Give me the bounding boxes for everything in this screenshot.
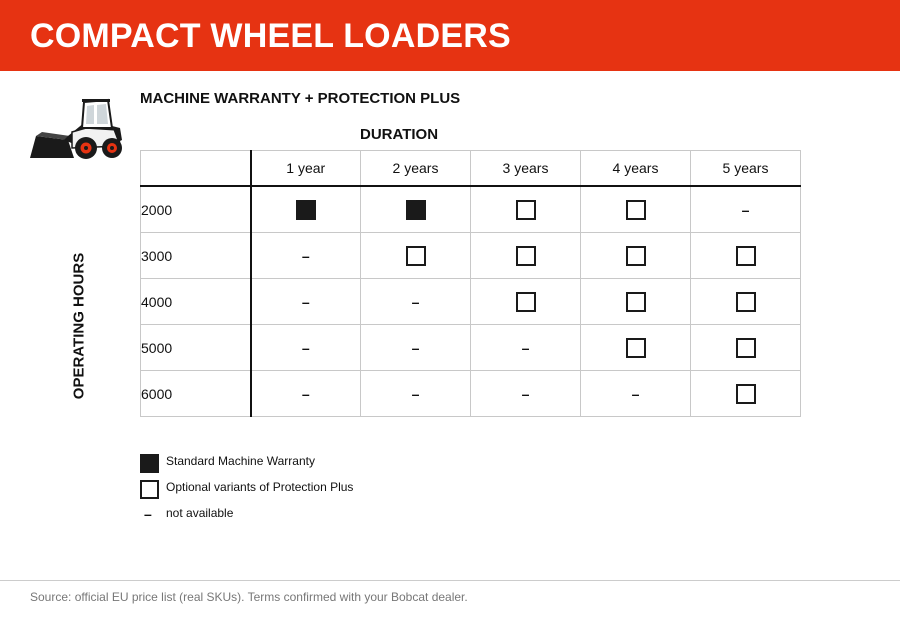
table-cell-optional — [361, 233, 471, 279]
row-header-hours — [141, 325, 251, 371]
empty-square-icon — [626, 292, 646, 312]
table-cell-optional — [691, 279, 801, 325]
table-cell-optional — [471, 279, 581, 325]
empty-square-icon — [626, 200, 646, 220]
legend-label: not available — [166, 506, 234, 520]
filled-square-icon — [296, 200, 316, 220]
table-cell-optional — [471, 186, 581, 233]
table-row — [141, 279, 801, 325]
dash-icon: – — [521, 339, 530, 356]
table-cell-na — [251, 233, 361, 279]
column-header: 3 years — [471, 151, 581, 187]
table-cell-na — [361, 371, 471, 417]
filled-square-icon — [406, 200, 426, 220]
footer-divider — [0, 580, 900, 581]
empty-square-icon — [626, 338, 646, 358]
table-cell-na — [361, 279, 471, 325]
dash-icon: – — [631, 385, 640, 402]
table-cell-na — [471, 371, 581, 417]
duration-axis-label: DURATION — [360, 126, 439, 143]
table-cell-optional — [691, 371, 801, 417]
hours-label: 5000 — [141, 339, 173, 356]
footer-source-note: Source: official EU price list (real SKUs). Terms confirmed with your Bobcat dealer. — [30, 590, 468, 604]
table-row — [141, 325, 801, 371]
hours-label: 6000 — [141, 385, 173, 402]
column-header: 4 years — [581, 151, 691, 187]
dash-icon: – — [411, 339, 420, 356]
table-cell-na — [471, 325, 581, 371]
table-cell-standard — [361, 186, 471, 233]
page-title: COMPACT WHEEL LOADERS — [30, 17, 511, 55]
table-cell-na — [251, 371, 361, 417]
dash-icon: – — [301, 247, 310, 264]
filled-square-icon — [140, 454, 159, 473]
empty-square-icon — [140, 480, 159, 499]
column-header: 1 year — [251, 151, 361, 187]
hours-label: 3000 — [141, 247, 173, 264]
operating-hours-axis-label: OPERATING HOURS — [70, 252, 88, 400]
warranty-matrix-table — [140, 150, 801, 417]
dash-icon: – — [521, 385, 530, 402]
row-header-hours — [141, 279, 251, 325]
legend-label: Standard Machine Warranty — [166, 454, 315, 468]
column-header: 2 years — [361, 151, 471, 187]
table-row — [141, 186, 801, 233]
empty-square-icon — [736, 384, 756, 404]
column-header: 5 years — [691, 151, 801, 187]
table-cell-na — [581, 371, 691, 417]
dash-icon: – — [411, 385, 420, 402]
table-cell-na — [251, 279, 361, 325]
table-header-row — [141, 151, 801, 187]
table-cell-optional — [691, 233, 801, 279]
empty-square-icon — [516, 200, 536, 220]
table-cell-optional — [581, 279, 691, 325]
empty-square-icon — [406, 246, 426, 266]
dash-icon: – — [301, 293, 310, 310]
table-row — [141, 371, 801, 417]
table-row — [141, 233, 801, 279]
empty-square-icon — [736, 246, 756, 266]
empty-square-icon — [516, 246, 536, 266]
table-cell-na — [361, 325, 471, 371]
empty-square-icon — [626, 246, 646, 266]
dash-icon: – — [301, 385, 310, 402]
table-cell-optional — [581, 325, 691, 371]
table-cell-na — [691, 186, 801, 233]
row-header-hours — [141, 186, 251, 233]
dash-icon: – — [301, 339, 310, 356]
row-header-hours — [141, 371, 251, 417]
section-subtitle: MACHINE WARRANTY + PROTECTION PLUS — [140, 90, 461, 107]
header-bar — [0, 0, 900, 71]
row-header-hours — [141, 233, 251, 279]
table-cell-optional — [691, 325, 801, 371]
dash-icon: – — [741, 201, 750, 218]
table-cell-optional — [581, 233, 691, 279]
legend-label: Optional variants of Protection Plus — [166, 480, 354, 494]
table-cell-optional — [471, 233, 581, 279]
table-cell-optional — [581, 186, 691, 233]
empty-square-icon — [736, 292, 756, 312]
table-cell-standard — [251, 186, 361, 233]
table-corner-cell — [141, 151, 251, 187]
hours-label: 2000 — [141, 201, 173, 218]
dash-icon: – — [411, 293, 420, 310]
hours-label: 4000 — [141, 293, 173, 310]
table-cell-na — [251, 325, 361, 371]
dash-icon: – — [144, 506, 152, 522]
compact-wheel-loader-icon — [28, 96, 124, 164]
empty-square-icon — [516, 292, 536, 312]
empty-square-icon — [736, 338, 756, 358]
